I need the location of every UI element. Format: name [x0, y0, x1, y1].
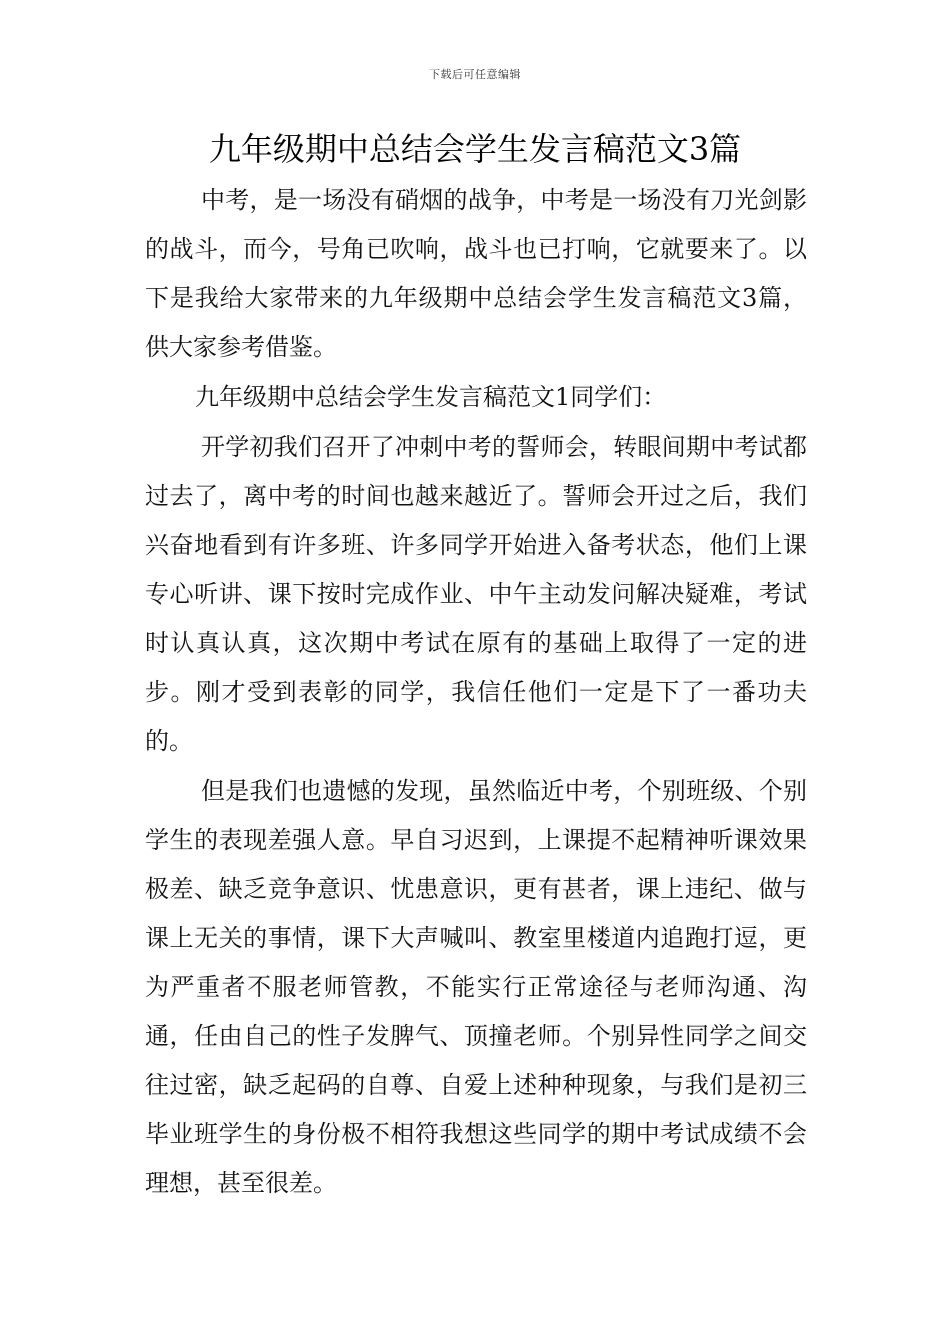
- document-title: 九年级期中总结会学生发言稿范文3篇: [208, 130, 742, 168]
- header-note: 下载后可任意编辑: [429, 68, 521, 81]
- paragraph-body-2: 但是我们也遗憾的发现，虽然临近中考，个别班级、个别学生的表现差强人意。早自习迟到，上课提不起精神听课效果极差、缺乏竞争意识、忧患意识，更有甚者，课上违纪、做与课上无关的事情，课下大声喊叫、教室里楼道内追跑打逗，更为严重者不服老师管教，不能实行正常途径与老师沟通、沟通，任由自己的性子发脾气、顶撞老师。个别异性同学之间交往过密，缺乏起码的自尊、自爱上述种种现象，与我们是初三毕业班学生的身份极不相符我想这些同学的期中考试成绩不会理想，甚至很差。: [145, 777, 807, 1197]
- paragraph-section-heading: 九年级期中总结会学生发言稿范文1同学们：: [195, 383, 667, 411]
- paragraph-intro: 中考，是一场没有硝烟的战争，中考是一场没有刀光剑影的战斗，而今，号角已吹响，战斗也已打响，它就要来了。以下是我给大家带来的九年级期中总结会学生发言稿范文3篇，供大家参考借鉴。: [145, 186, 807, 361]
- document-body: [145, 176, 807, 1208]
- paragraph-body-1: 开学初我们召开了冲刺中考的誓师会，转眼间期中考试都过去了，离中考的时间也越来越近了。誓师会开过之后，我们兴奋地看到有许多班、许多同学开始进入备考状态，他们上课专心听讲、课下按时完成作业、中午主动发问解决疑难，考试时认真认真，这次期中考试在原有的基础上取得了一定的进步。刚才受到表彰的同学，我信任他们一定是下了一番功夫的。: [145, 433, 807, 755]
